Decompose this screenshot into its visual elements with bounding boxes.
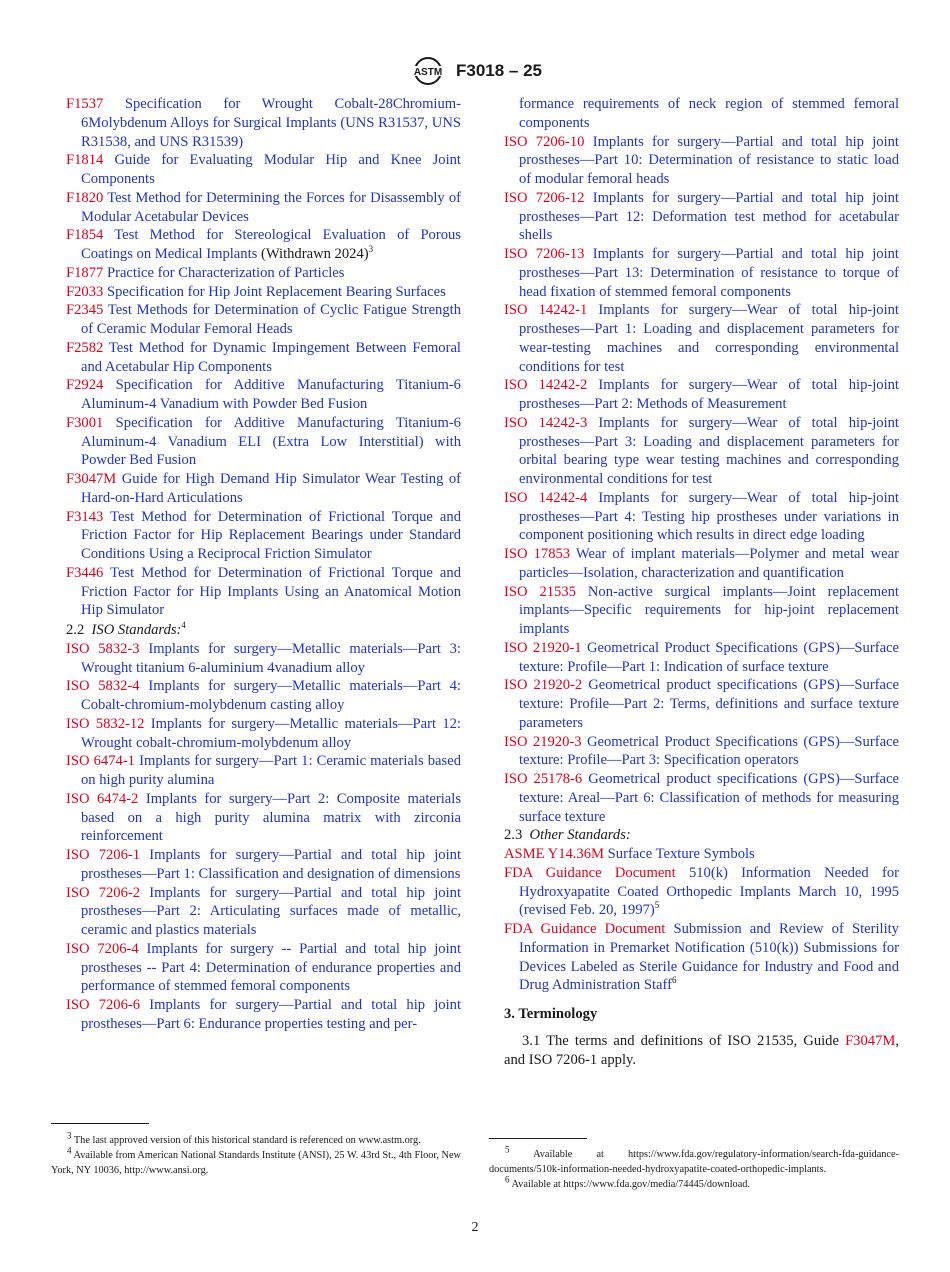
page-header bbox=[0, 56, 950, 84]
other-reference-item bbox=[504, 845, 899, 864]
astm-reference-item bbox=[66, 376, 461, 414]
reference-code-link[interactable]: F1854 bbox=[66, 227, 104, 244]
reference-title-link[interactable]: Test Method for Determination of Frictional Torque and Friction Factor for Hip Replacement Bearings under Standard Conditions Using a Reciprocal Friction Simulator bbox=[81, 508, 461, 562]
iso-reference-item bbox=[66, 846, 461, 884]
reference-title-link[interactable]: Implants for surgery—Wear of total hip-joint prostheses—Part 4: Testing hip prostheses under variations in component positioning which results in direct edge loading bbox=[519, 489, 899, 544]
reference-title-link[interactable]: Geometrical product specifications (GPS)—Surface texture: Profile—Part 2: Terms, definitions and surface texture parameters bbox=[519, 677, 899, 731]
astm-reference-item bbox=[66, 283, 461, 302]
reference-title-link[interactable]: Implants for surgery -- Partial and total hip joint prostheses -- Part 4: Determination of endurance properties and performance of stemmed femoral components bbox=[81, 940, 462, 995]
reference-code-link[interactable]: ISO 7206-1 bbox=[66, 847, 141, 863]
terminology-heading: 3. Terminology bbox=[504, 1006, 598, 1022]
reference-title-link[interactable]: Implants for surgery—Partial and total hip joint prostheses—Part 10: Determination of resistance to static load of modular femoral heads bbox=[519, 133, 899, 187]
reference-code-link[interactable]: ISO 6474-1 bbox=[66, 753, 135, 770]
section-other-heading: 2.3 Other Standards: bbox=[504, 827, 631, 844]
reference-code-link[interactable]: F2033 bbox=[66, 283, 104, 300]
reference-code-link[interactable]: ISO 17853 bbox=[504, 546, 571, 562]
footnote-marker: 3 bbox=[368, 244, 374, 255]
reference-title-link[interactable]: Implants for surgery—Partial and total hip joint prostheses—Part 13: Determination of resistance to torque of head fixation of stemmed femoral components bbox=[519, 246, 899, 300]
footnote-4: $^4$ Available from American National Standards Institute (ANSI), 25 W. 43rd St., 4th Floor, New York, NY 10036, http://www.ansi.org. bbox=[51, 1145, 461, 1176]
reference-code-link[interactable]: ISO 7206-2 bbox=[66, 884, 141, 901]
iso-reference-item bbox=[504, 639, 899, 677]
section-iso-heading: 2.2 ISO Standards:$^4$ bbox=[66, 620, 186, 638]
reference-code-link[interactable]: ISO 5832-4 bbox=[66, 678, 140, 695]
reference-title-link[interactable]: Geometrical Product Specifications (GPS)—Surface texture: Profile—Part 1: Indication of surface texture bbox=[519, 639, 899, 675]
reference-title-link[interactable]: Submission and Review of Sterility Information in Premarket Notification (510(k)) Submissions for Devices Labeled as Sterile Guidance for Industry and Food and Drug Administration Staff bbox=[519, 921, 899, 994]
continued-reference-text: formance requirements of neck region of stemmed femoral components bbox=[519, 96, 899, 131]
reference-code-link[interactable]: F3143 bbox=[66, 508, 104, 525]
reference-title-link[interactable]: Implants for surgery—Partial and total hip joint prostheses—Part 1: Classification and designation of dimensions bbox=[81, 847, 461, 882]
reference-title-link[interactable]: Geometrical product specifications (GPS)—Surface texture: Areal—Part 6: Classification of methods for measuring surface texture bbox=[519, 771, 899, 825]
reference-code-link[interactable]: F3001 bbox=[66, 414, 104, 431]
left-column bbox=[66, 95, 461, 1034]
iso-reference-item bbox=[504, 376, 899, 414]
reference-note: (Withdrawn 2024) bbox=[257, 246, 369, 262]
reference-title-link[interactable]: Implants for surgery—Part 2: Composite materials based on a high purity alumina matrix with zirconia reinforcement bbox=[81, 790, 461, 845]
iso-reference-list bbox=[66, 640, 461, 1034]
reference-code-link[interactable]: F1820 bbox=[66, 189, 104, 206]
reference-title-link[interactable]: Surface Texture Symbols bbox=[607, 846, 755, 862]
reference-title-link[interactable]: Test Method for Stereological Evaluation of Porous Coatings on Medical Implants bbox=[81, 227, 461, 262]
reference-title-link[interactable]: Test Method for Determination of Frictional Torque and Friction Factor for Hip Implants Using an Anatomical Motion Hip Simulator bbox=[81, 564, 461, 619]
astm-reference-list bbox=[66, 95, 461, 620]
iso-reference-item bbox=[66, 752, 461, 790]
astm-reference-item bbox=[66, 508, 461, 564]
reference-title-link[interactable]: Practice for Characterization of Particles bbox=[106, 264, 345, 281]
reference-code-link[interactable]: ISO 21920-1 bbox=[504, 639, 582, 656]
reference-code-link[interactable]: F2582 bbox=[66, 339, 104, 356]
iso-reference-item bbox=[504, 245, 899, 301]
footnote-marker: 5 bbox=[654, 900, 660, 911]
iso-reference-item bbox=[504, 583, 899, 639]
astm-reference-item bbox=[66, 95, 461, 151]
iso-reference-item bbox=[504, 414, 899, 489]
reference-code-link[interactable]: ISO 14242-4 bbox=[504, 489, 588, 506]
reference-title-link[interactable]: Implants for surgery—Metallic materials—Part 4: Cobalt-chromium-molybdenum casting alloy bbox=[81, 678, 461, 713]
iso-reference-item bbox=[66, 790, 461, 846]
footnote-6: $^6$ Available at https://www.fda.gov/media/74445/download. bbox=[505, 1174, 751, 1190]
reference-code-link[interactable]: F3446 bbox=[66, 564, 104, 581]
reference-code-link[interactable]: ISO 14242-2 bbox=[504, 377, 588, 394]
reference-title-link[interactable]: Non-active surgical implants—Joint replacement implants—Specific requirements for hip-joint replacement implants bbox=[519, 583, 899, 637]
reference-title-link[interactable]: Specification for Additive Manufacturing Titanium-6 Aluminum-4 Vanadium ELI (Extra Low Interstitial) with Powder Bed Fusion bbox=[81, 414, 461, 469]
other-reference-item bbox=[504, 920, 899, 995]
reference-title-link[interactable]: Implants for surgery—Part 1: Ceramic materials based on high purity alumina bbox=[81, 753, 461, 788]
reference-code-link[interactable]: F1814 bbox=[66, 152, 104, 169]
iso-reference-item bbox=[66, 640, 461, 678]
reference-title-link[interactable]: Implants for surgery—Wear of total hip-joint prostheses—Part 1: Loading and displacement parameters for wear-testing machines and corresponding environmental conditions for test bbox=[519, 302, 899, 375]
iso-reference-item bbox=[66, 715, 461, 753]
reference-code-link[interactable]: F1537 bbox=[66, 96, 104, 112]
other-reference-item bbox=[504, 864, 899, 920]
reference-title-link[interactable]: Specification for Wrought Cobalt-28Chromium-6Molybdenum Alloys for Surgical Implants (UNS R31537, UNS R31538, and UNS R31539) bbox=[81, 96, 461, 150]
reference-code-link[interactable]: ISO 5832-3 bbox=[66, 640, 140, 657]
reference-title-link[interactable]: Specification for Hip Joint Replacement Bearing Surfaces bbox=[106, 283, 446, 300]
astm-logo-icon bbox=[408, 56, 448, 86]
iso-reference-list-continued bbox=[504, 133, 899, 827]
reference-title-link[interactable]: Test Method for Determining the Forces for Disassembly of Modular Acetabular Devices bbox=[81, 189, 461, 225]
reference-title-link[interactable]: Implants for surgery—Partial and total hip joint prostheses—Part 6: Endurance properties testing and per- bbox=[81, 997, 461, 1032]
reference-code-link[interactable]: F2924 bbox=[66, 377, 104, 394]
astm-reference-item bbox=[66, 564, 461, 620]
reference-code-link[interactable]: ISO 14242-1 bbox=[504, 302, 588, 319]
reference-title-link[interactable]: Implants for surgery—Partial and total hip joint prostheses—Part 2: Articulating surfaces made of metallic, ceramic and plastics materials bbox=[81, 884, 461, 938]
reference-code-link[interactable]: FDA Guidance Document bbox=[504, 864, 676, 881]
reference-title-link[interactable]: Specification for Additive Manufacturing Titanium-6 Aluminum-4 Vanadium with Powder Bed Fusion bbox=[81, 377, 461, 412]
reference-code-link[interactable]: ISO 25178-6 bbox=[504, 771, 583, 787]
iso-reference-item bbox=[504, 676, 899, 732]
iso-reference-item bbox=[66, 884, 461, 940]
reference-code-link[interactable]: ISO 21535 bbox=[504, 583, 576, 600]
right-column bbox=[504, 95, 899, 1069]
other-reference-list bbox=[504, 845, 899, 995]
reference-code-link[interactable]: ISO 21920-2 bbox=[504, 677, 583, 694]
f3047m-link[interactable]: F3047M bbox=[845, 1032, 896, 1049]
footnote-marker: 6 bbox=[671, 975, 677, 986]
reference-code-link[interactable]: F1877 bbox=[66, 264, 104, 281]
page-number: 2 bbox=[471, 1220, 479, 1235]
reference-title-link[interactable]: Implants for surgery—Wear of total hip-joint prostheses—Part 2: Methods of Measurement bbox=[519, 377, 899, 412]
reference-code-link[interactable]: ISO 7206-10 bbox=[504, 133, 585, 150]
reference-code-link[interactable]: ISO 21920-3 bbox=[504, 733, 582, 750]
iso-reference-item bbox=[504, 770, 899, 826]
astm-reference-item bbox=[66, 189, 461, 227]
astm-reference-item bbox=[66, 151, 461, 189]
footnote-5: $^5$ Available at https://www.fda.gov/regulatory-information/search-fda-guidance-documents/510k-information-needed-hydroxyapatite-coated-orthopedic-implants. bbox=[489, 1144, 899, 1175]
reference-title-link[interactable]: Wear of implant materials—Polymer and metal wear particles—Isolation, characterization and quantification bbox=[519, 546, 899, 581]
reference-title-link[interactable]: Geometrical Product Specifications (GPS)—Surface texture: Profile—Part 3: Specification operators bbox=[519, 733, 899, 769]
footnotes-right bbox=[489, 1144, 899, 1192]
reference-code-link[interactable]: ISO 7206-13 bbox=[504, 246, 585, 262]
iso-reference-item bbox=[66, 677, 461, 715]
reference-title-link[interactable]: Test Methods for Determination of Cyclic Fatigue Strength of Ceramic Modular Femoral Heads bbox=[81, 302, 461, 337]
astm-reference-item bbox=[66, 414, 461, 470]
astm-reference-item bbox=[66, 264, 461, 283]
reference-code-link[interactable]: ASME Y14.36M bbox=[504, 846, 605, 862]
reference-title-link[interactable]: Test Method for Dynamic Impingement Between Femoral and Acetabular Hip Components bbox=[81, 339, 461, 375]
svg-text:ASTM: ASTM bbox=[413, 67, 443, 78]
iso-reference-item bbox=[66, 940, 461, 996]
astm-reference-item bbox=[66, 226, 461, 264]
footnote-rule-right bbox=[489, 1138, 587, 1139]
footnote-rule-left bbox=[51, 1123, 149, 1124]
reference-code-link[interactable]: F3047M bbox=[66, 471, 117, 487]
iso-reference-item bbox=[504, 733, 899, 771]
reference-code-link[interactable]: ISO 14242-3 bbox=[504, 414, 588, 431]
reference-code-link[interactable]: ISO 7206-4 bbox=[66, 940, 139, 957]
astm-reference-item bbox=[66, 301, 461, 339]
iso-reference-item bbox=[504, 133, 899, 189]
reference-code-link[interactable]: ISO 7206-12 bbox=[504, 189, 585, 206]
astm-reference-item bbox=[66, 470, 461, 508]
reference-code-link[interactable]: F2345 bbox=[66, 302, 104, 319]
footnote-3: $^3$ The last approved version of this historical standard is referenced on www.astm.org. bbox=[67, 1130, 421, 1146]
reference-code-link[interactable]: ISO 6474-2 bbox=[66, 790, 139, 807]
reference-title-link[interactable]: Implants for surgery—Metallic materials—Part 12: Wrought cobalt-chromium-molybdenum alloy bbox=[81, 715, 461, 751]
iso-reference-item bbox=[504, 489, 899, 545]
iso-reference-item bbox=[504, 545, 899, 583]
iso-reference-item bbox=[504, 301, 899, 376]
reference-title-link[interactable]: 510(k) Information Needed for Hydroxyapatite Coated Orthopedic Implants March 10, 1995 (revised Feb. 20, 1997) bbox=[519, 864, 899, 919]
reference-code-link[interactable]: FDA Guidance Document bbox=[504, 921, 666, 937]
footnotes-left bbox=[51, 1130, 461, 1178]
iso-reference-item bbox=[504, 189, 899, 245]
reference-code-link[interactable]: ISO 7206-6 bbox=[66, 997, 141, 1013]
reference-title-link[interactable]: Implants for surgery—Wear of total hip-joint prostheses—Part 3: Loading and displacement parameters for orbital bearing type wear testing machines and corresponding environmental conditions for test bbox=[519, 414, 899, 487]
iso-reference-item bbox=[66, 996, 461, 1034]
terminology-paragraph: 3.1 The terms and definitions of ISO 21535, Guide F3047M, and ISO 7206-1 apply. bbox=[504, 1032, 899, 1068]
designation: F3018 – 25 bbox=[455, 61, 542, 80]
reference-title-link[interactable]: Guide for High Demand Hip Simulator Wear Testing of Hard-on-Hard Articulations bbox=[81, 471, 461, 506]
reference-code-link[interactable]: ISO 5832-12 bbox=[66, 715, 145, 732]
reference-title-link[interactable]: Guide for Evaluating Modular Hip and Knee Joint Components bbox=[81, 152, 461, 187]
reference-title-link[interactable]: Implants for surgery—Partial and total hip joint prostheses—Part 12: Deformation test method for acetabular shells bbox=[519, 189, 899, 244]
reference-title-link[interactable]: Implants for surgery—Metallic materials—Part 3: Wrought titanium 6-aluminium 4vanadium alloy bbox=[81, 640, 461, 676]
astm-reference-item bbox=[66, 339, 461, 377]
